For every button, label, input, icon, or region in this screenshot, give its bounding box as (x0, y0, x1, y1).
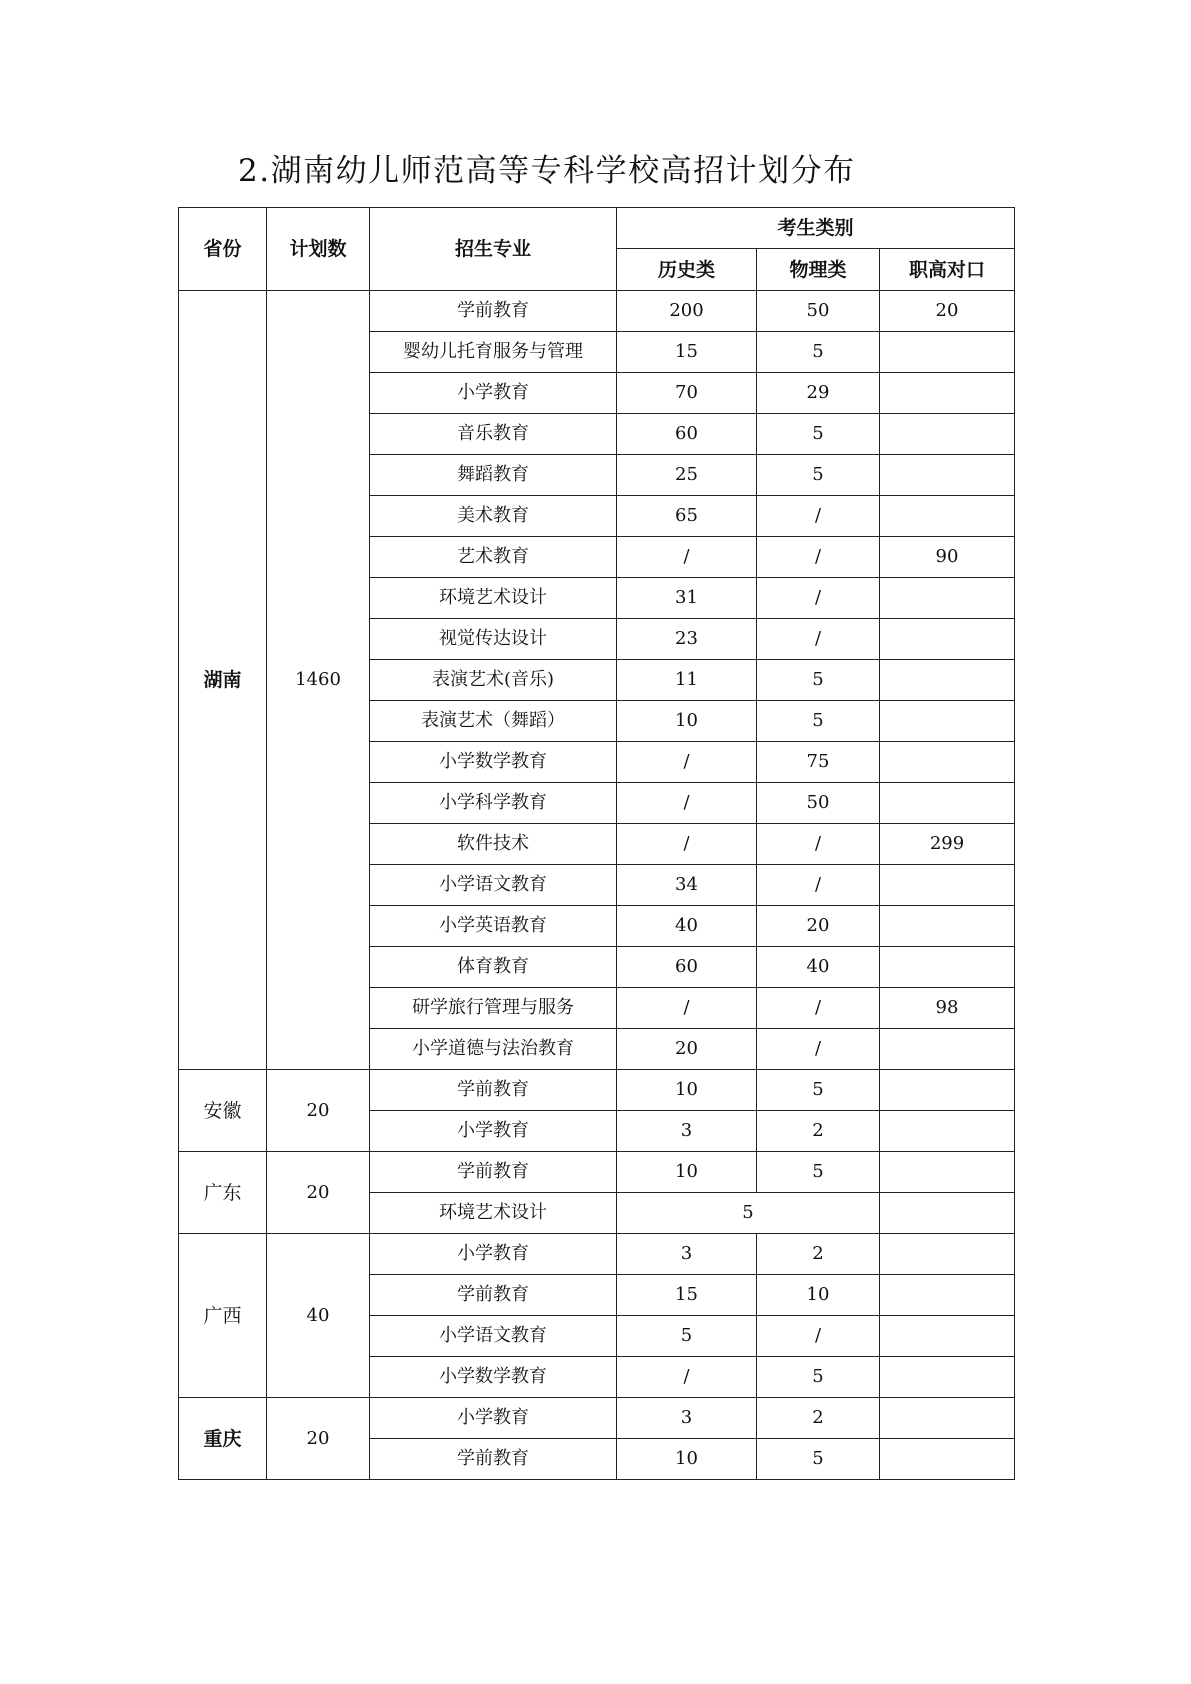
table-row (179, 1152, 1015, 1193)
major-cell: 小学科学教育 (370, 783, 617, 824)
major-cell: 环境艺术设计 (370, 578, 617, 619)
physics-cell: 50 (757, 783, 880, 824)
major-cell: 小学道德与法治教育 (370, 1029, 617, 1070)
major-cell: 视觉传达设计 (370, 619, 617, 660)
plan-count-cell: 20 (267, 1152, 370, 1234)
major-cell: 学前教育 (370, 1275, 617, 1316)
physics-cell: 2 (757, 1234, 880, 1275)
history-cell: 15 (617, 1275, 757, 1316)
major-cell: 学前教育 (370, 1070, 617, 1111)
physics-cell: 5 (757, 1070, 880, 1111)
major-cell: 学前教育 (370, 291, 617, 332)
header-province: 省份 (179, 208, 267, 291)
vocational-cell (880, 1029, 1015, 1070)
history-cell: / (617, 783, 757, 824)
physics-cell: / (757, 578, 880, 619)
major-cell: 小学语文教育 (370, 865, 617, 906)
physics-cell: 5 (757, 332, 880, 373)
vocational-cell (880, 578, 1015, 619)
history-cell: 10 (617, 701, 757, 742)
major-cell: 小学教育 (370, 1398, 617, 1439)
history-cell: / (617, 988, 757, 1029)
history-cell: 70 (617, 373, 757, 414)
history-cell: 34 (617, 865, 757, 906)
header-category: 考生类别 (617, 208, 1015, 249)
vocational-cell (880, 660, 1015, 701)
header-plan-count: 计划数 (267, 208, 370, 291)
province-cell: 湖南 (179, 291, 267, 1070)
major-cell: 表演艺术(音乐) (370, 660, 617, 701)
history-cell: 3 (617, 1234, 757, 1275)
vocational-cell (880, 1398, 1015, 1439)
major-cell: 表演艺术（舞蹈） (370, 701, 617, 742)
major-cell: 软件技术 (370, 824, 617, 865)
province-cell: 广东 (179, 1152, 267, 1234)
vocational-cell (880, 1070, 1015, 1111)
plan-count-cell: 40 (267, 1234, 370, 1398)
history-physics-merged-cell: 5 (617, 1193, 880, 1234)
major-cell: 小学教育 (370, 1111, 617, 1152)
physics-cell: 5 (757, 1439, 880, 1480)
history-cell: 20 (617, 1029, 757, 1070)
physics-cell: 5 (757, 701, 880, 742)
table-row (179, 1398, 1015, 1439)
history-cell: 60 (617, 414, 757, 455)
major-cell: 美术教育 (370, 496, 617, 537)
vocational-cell: 299 (880, 824, 1015, 865)
vocational-cell: 98 (880, 988, 1015, 1029)
vocational-cell (880, 865, 1015, 906)
province-cell: 安徽 (179, 1070, 267, 1152)
major-cell: 学前教育 (370, 1439, 617, 1480)
history-cell: 65 (617, 496, 757, 537)
province-cell: 重庆 (179, 1398, 267, 1480)
physics-cell: 5 (757, 660, 880, 701)
vocational-cell (880, 1152, 1015, 1193)
history-cell: 15 (617, 332, 757, 373)
vocational-cell (880, 1357, 1015, 1398)
major-cell: 体育教育 (370, 947, 617, 988)
history-cell: / (617, 1357, 757, 1398)
major-cell: 小学教育 (370, 1234, 617, 1275)
history-cell: 10 (617, 1439, 757, 1480)
history-cell: 23 (617, 619, 757, 660)
physics-cell: / (757, 496, 880, 537)
vocational-cell (880, 1316, 1015, 1357)
physics-cell: 5 (757, 1357, 880, 1398)
history-cell: 3 (617, 1398, 757, 1439)
history-cell: 200 (617, 291, 757, 332)
plan-count-cell: 20 (267, 1070, 370, 1152)
major-cell: 艺术教育 (370, 537, 617, 578)
vocational-cell (880, 1193, 1015, 1234)
vocational-cell (880, 1111, 1015, 1152)
major-cell: 小学英语教育 (370, 906, 617, 947)
history-cell: / (617, 824, 757, 865)
major-cell: 研学旅行管理与服务 (370, 988, 617, 1029)
history-cell: / (617, 537, 757, 578)
table-row (179, 291, 1015, 332)
major-cell: 学前教育 (370, 1152, 617, 1193)
major-cell: 小学数学教育 (370, 1357, 617, 1398)
history-cell: 11 (617, 660, 757, 701)
major-cell: 小学语文教育 (370, 1316, 617, 1357)
vocational-cell (880, 1439, 1015, 1480)
vocational-cell (880, 619, 1015, 660)
major-cell: 小学教育 (370, 373, 617, 414)
enrollment-plan-table (178, 207, 1015, 1480)
physics-cell: 20 (757, 906, 880, 947)
history-cell: 3 (617, 1111, 757, 1152)
vocational-cell (880, 414, 1015, 455)
vocational-cell (880, 947, 1015, 988)
vocational-cell: 20 (880, 291, 1015, 332)
header-vocational: 职高对口 (880, 249, 1015, 291)
major-cell: 音乐教育 (370, 414, 617, 455)
history-cell: 10 (617, 1152, 757, 1193)
plan-count-cell: 20 (267, 1398, 370, 1480)
history-cell: 60 (617, 947, 757, 988)
physics-cell: 40 (757, 947, 880, 988)
vocational-cell (880, 455, 1015, 496)
header-major: 招生专业 (370, 208, 617, 291)
vocational-cell (880, 701, 1015, 742)
physics-cell: 29 (757, 373, 880, 414)
vocational-cell (880, 742, 1015, 783)
physics-cell: 10 (757, 1275, 880, 1316)
vocational-cell (880, 332, 1015, 373)
vocational-cell (880, 496, 1015, 537)
physics-cell: / (757, 537, 880, 578)
history-cell: 40 (617, 906, 757, 947)
header-history: 历史类 (617, 249, 757, 291)
physics-cell: / (757, 865, 880, 906)
physics-cell: / (757, 824, 880, 865)
physics-cell: 75 (757, 742, 880, 783)
vocational-cell (880, 373, 1015, 414)
plan-count-cell: 1460 (267, 291, 370, 1070)
table-body (179, 291, 1015, 1480)
vocational-cell (880, 906, 1015, 947)
table-row (179, 1234, 1015, 1275)
history-cell: 25 (617, 455, 757, 496)
physics-cell: 5 (757, 1152, 880, 1193)
physics-cell: 5 (757, 455, 880, 496)
physics-cell: / (757, 1316, 880, 1357)
vocational-cell (880, 783, 1015, 824)
table-row (179, 1070, 1015, 1111)
physics-cell: 5 (757, 414, 880, 455)
header-physics: 物理类 (757, 249, 880, 291)
history-cell: / (617, 742, 757, 783)
physics-cell: / (757, 988, 880, 1029)
physics-cell: 2 (757, 1398, 880, 1439)
physics-cell: / (757, 1029, 880, 1070)
vocational-cell (880, 1275, 1015, 1316)
province-cell: 广西 (179, 1234, 267, 1398)
major-cell: 小学数学教育 (370, 742, 617, 783)
physics-cell: / (757, 619, 880, 660)
history-cell: 5 (617, 1316, 757, 1357)
major-cell: 舞蹈教育 (370, 455, 617, 496)
page-title: 2.湖南幼儿师范高等专科学校高招计划分布 (238, 153, 856, 189)
vocational-cell (880, 1234, 1015, 1275)
vocational-cell: 90 (880, 537, 1015, 578)
major-cell: 婴幼儿托育服务与管理 (370, 332, 617, 373)
physics-cell: 50 (757, 291, 880, 332)
physics-cell: 2 (757, 1111, 880, 1152)
history-cell: 10 (617, 1070, 757, 1111)
major-cell: 环境艺术设计 (370, 1193, 617, 1234)
history-cell: 31 (617, 578, 757, 619)
